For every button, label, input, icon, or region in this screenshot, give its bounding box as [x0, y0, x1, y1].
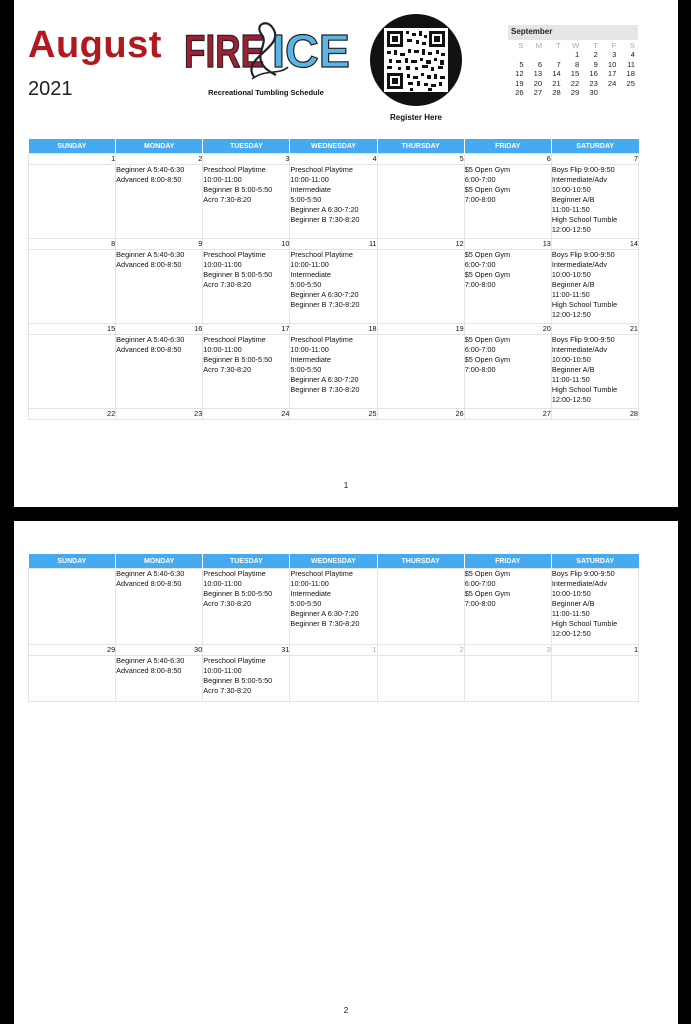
mini-day: 5 [519, 59, 524, 69]
logo-fire-text: FIRE [184, 25, 264, 77]
mini-day: 11 [627, 59, 635, 69]
day-events-tuesday: Preschool Playtime 10:00-11:00 Beginner B 5:00-5:50 Acro 7:30-8:20 [203, 335, 290, 409]
mini-day [527, 50, 546, 60]
date-number: 31 [203, 645, 290, 656]
day-events-tuesday: Preschool Playtime 10:00-11:00 Beginner B 5:00-5:50 Acro 7:30-8:20 [203, 250, 290, 324]
date-number: 15 [29, 324, 116, 335]
mini-day: 4 [630, 50, 635, 59]
date-number: 23 [116, 409, 203, 420]
day-events-wednesday: Preschool Playtime 10:00-11:00 Intermediate 5:00-5:50 Beginner A 6:30-7:20 Beginner B 7:30-8:20 [290, 569, 377, 645]
mini-day: 16 [589, 69, 598, 78]
mini-day: 1 [575, 50, 580, 59]
day-events-saturday: Boys Flip 9:00-9:50 Intermediate/Adv 10:00-10:50 Beginner A/B 11:00-11:50 High School Tumble 12:00-12:50 [551, 165, 638, 239]
day-events-tuesday: Preschool Playtime 10:00-11:00 Beginner B 5:00-5:50 Acro 7:30-8:20 [203, 656, 290, 702]
mini-day: 17 [607, 69, 617, 78]
date-number: 10 [203, 239, 290, 250]
date-number: 9 [116, 239, 203, 250]
weekday-header-monday: MONDAY [116, 554, 203, 569]
day-events-sunday [29, 656, 116, 702]
day-events-friday: $5 Open Gym 6:00-7:00 $5 Open Gym 7:00-8:00 [464, 250, 551, 324]
mini-day: 14 [552, 69, 561, 78]
mini-calendar-title: September [508, 25, 638, 40]
date-number: 1 [29, 154, 116, 165]
mini-calendar-week [508, 50, 638, 60]
mini-calendar-week [508, 88, 638, 98]
weekday-header-saturday: SATURDAY [551, 554, 638, 569]
date-number: 17 [203, 324, 290, 335]
date-number: 27 [464, 409, 551, 420]
day-events-saturday: Boys Flip 9:00-9:50 Intermediate/Adv 10:00-10:50 Beginner A/B 11:00-11:50 High School Tumble 12:00-12:50 [551, 335, 638, 409]
day-events-thursday [377, 656, 464, 702]
mini-day: 19 [515, 78, 524, 88]
date-number: 12 [377, 239, 464, 250]
day-events-friday [464, 656, 551, 702]
events-row [29, 656, 639, 702]
fire-ice-logo [180, 17, 354, 81]
mini-day: 15 [570, 69, 580, 78]
day-events-friday: $5 Open Gym 6:00-7:00 $5 Open Gym 7:00-8:00 [464, 335, 551, 409]
date-number: 8 [29, 239, 116, 250]
date-row [29, 409, 639, 420]
date-number: 11 [290, 239, 377, 250]
date-number: 16 [116, 324, 203, 335]
page-number: 1 [343, 481, 349, 490]
mini-day-header: M [535, 40, 543, 50]
weekday-header-row [29, 554, 639, 569]
weekday-header-sunday: SUNDAY [29, 554, 116, 569]
day-events-monday: Beginner A 5:40-6:30 Advanced 8:00-8:50 [116, 335, 203, 409]
day-events-tuesday: Preschool Playtime 10:00-11:00 Beginner B 5:00-5:50 Acro 7:30-8:20 [203, 569, 290, 645]
mini-day [545, 50, 564, 60]
day-events-friday: $5 Open Gym 6:00-7:00 $5 Open Gym 7:00-8:00 [464, 165, 551, 239]
date-number: 3 [203, 154, 290, 165]
weekday-header-tuesday: TUESDAY [203, 139, 290, 154]
day-events-tuesday: Preschool Playtime 10:00-11:00 Beginner B 5:00-5:50 Acro 7:30-8:20 [203, 165, 290, 239]
date-number: 13 [464, 239, 551, 250]
date-number: 1 [290, 645, 377, 656]
mini-day: 23 [589, 78, 598, 88]
day-events-sunday [29, 335, 116, 409]
mini-day-header: S [629, 40, 635, 50]
day-events-saturday: Boys Flip 9:00-9:50 Intermediate/Adv 10:00-10:50 Beginner A/B 11:00-11:50 High School Tumble 12:00-12:50 [551, 569, 638, 645]
day-events-sunday [29, 165, 116, 239]
date-number: 1 [551, 645, 638, 656]
day-events-sunday [29, 250, 116, 324]
mini-day: 22 [570, 78, 580, 88]
logo-ice-text: ICE [272, 25, 350, 77]
day-events-thursday [377, 165, 464, 239]
date-row [29, 154, 639, 165]
mini-day: 10 [607, 59, 617, 69]
mini-day: 6 [537, 59, 543, 69]
weekday-header-sunday: SUNDAY [29, 139, 116, 154]
date-number: 22 [29, 409, 116, 420]
mini-calendar-week [508, 69, 638, 79]
weekday-header-friday: FRIDAY [464, 554, 551, 569]
date-number: 5 [377, 154, 464, 165]
mini-day: 30 [589, 88, 598, 97]
day-events-monday: Beginner A 5:40-6:30 Advanced 8:00-8:50 [116, 656, 203, 702]
date-number: 21 [551, 324, 638, 335]
mini-day-header: T [556, 40, 561, 50]
date-number: 24 [203, 409, 290, 420]
mini-day: 29 [570, 88, 580, 97]
date-number: 3 [464, 645, 551, 656]
date-number: 25 [290, 409, 377, 420]
date-number: 7 [551, 154, 638, 165]
mini-day-header: W [572, 40, 580, 50]
day-events-monday: Beginner A 5:40-6:30 Advanced 8:00-8:50 [116, 250, 203, 324]
year-label: 2021 [28, 78, 73, 100]
mini-day: 13 [533, 69, 543, 78]
qr-code[interactable] [370, 14, 462, 106]
date-number: 29 [29, 645, 116, 656]
date-number: 18 [290, 324, 377, 335]
mini-day: 18 [626, 69, 635, 78]
date-row [29, 645, 639, 656]
day-events-wednesday: Preschool Playtime 10:00-11:00 Intermediate 5:00-5:50 Beginner A 6:30-7:20 Beginner B 7:30-8:20 [290, 335, 377, 409]
date-row [29, 239, 639, 250]
mini-day: 3 [612, 50, 617, 59]
mini-day [508, 50, 527, 60]
mini-day [619, 88, 638, 98]
mini-calendar-weekdays [508, 40, 638, 50]
date-number: 4 [290, 154, 377, 165]
day-events-thursday [377, 569, 464, 645]
day-events-saturday: Boys Flip 9:00-9:50 Intermediate/Adv 10:00-10:50 Beginner A/B 11:00-11:50 High School Tumble 12:00-12:50 [551, 250, 638, 324]
day-events-monday: Beginner A 5:40-6:30 Advanced 8:00-8:50 [116, 165, 203, 239]
day-events-wednesday [290, 656, 377, 702]
weekday-header-wednesday: WEDNESDAY [290, 554, 377, 569]
mini-day: 25 [626, 78, 635, 88]
day-events-thursday [377, 335, 464, 409]
schedule-subtitle: Recreational Tumbling Schedule [208, 88, 324, 97]
mini-day: 27 [533, 88, 543, 97]
page-2 [14, 521, 678, 1024]
mini-day: 9 [593, 59, 598, 69]
date-number: 30 [116, 645, 203, 656]
mini-day-header: F [611, 40, 617, 50]
mini-day: 26 [515, 88, 524, 97]
weekday-header-thursday: THURSDAY [377, 554, 464, 569]
page-number: 2 [343, 1006, 349, 1015]
weekday-header-friday: FRIDAY [464, 139, 551, 154]
weekday-header-thursday: THURSDAY [377, 139, 464, 154]
date-number: 2 [377, 645, 464, 656]
day-events-wednesday: Preschool Playtime 10:00-11:00 Intermediate 5:00-5:50 Beginner A 6:30-7:20 Beginner B 7:30-8:20 [290, 165, 377, 239]
events-row [29, 335, 639, 409]
date-number: 20 [464, 324, 551, 335]
weekday-header-saturday: SATURDAY [551, 139, 638, 154]
day-events-saturday [551, 656, 638, 702]
mini-day-header: S [518, 40, 524, 50]
weekday-header-tuesday: TUESDAY [203, 554, 290, 569]
day-events-monday: Beginner A 5:40-6:30 Advanced 8:00-8:50 [116, 569, 203, 645]
mini-day [601, 88, 620, 98]
mini-calendar-september [508, 25, 638, 98]
mini-calendar-week [508, 79, 638, 89]
august-calendar-grid [28, 139, 639, 420]
date-row [29, 324, 639, 335]
day-events-friday: $5 Open Gym 6:00-7:00 $5 Open Gym 7:00-8:00 [464, 569, 551, 645]
date-number: 6 [464, 154, 551, 165]
month-title: August [28, 24, 162, 66]
mini-day-header: T [593, 40, 598, 50]
day-events-thursday [377, 250, 464, 324]
weekday-header-wednesday: WEDNESDAY [290, 139, 377, 154]
date-number: 26 [377, 409, 464, 420]
mini-day: 8 [575, 59, 580, 69]
day-events-sunday [29, 569, 116, 645]
date-number: 2 [116, 154, 203, 165]
mini-day: 12 [515, 69, 524, 78]
mini-day: 20 [533, 78, 543, 88]
weekday-header-row [29, 139, 639, 154]
register-label[interactable]: Register Here [389, 113, 443, 122]
mini-day: 7 [556, 59, 561, 69]
date-number: 14 [551, 239, 638, 250]
mini-calendar-week [508, 60, 638, 70]
date-number: 28 [551, 409, 638, 420]
page-1 [14, 0, 678, 507]
mini-day: 28 [552, 88, 561, 97]
august-calendar-grid-continued [28, 554, 639, 702]
events-row [29, 250, 639, 324]
mini-day: 24 [607, 78, 617, 88]
events-row [29, 569, 639, 645]
mini-day: 2 [593, 50, 598, 59]
mini-day: 21 [552, 78, 561, 88]
events-row [29, 165, 639, 239]
weekday-header-monday: MONDAY [116, 139, 203, 154]
date-number: 19 [377, 324, 464, 335]
day-events-wednesday: Preschool Playtime 10:00-11:00 Intermediate 5:00-5:50 Beginner A 6:30-7:20 Beginner B 7:30-8:20 [290, 250, 377, 324]
